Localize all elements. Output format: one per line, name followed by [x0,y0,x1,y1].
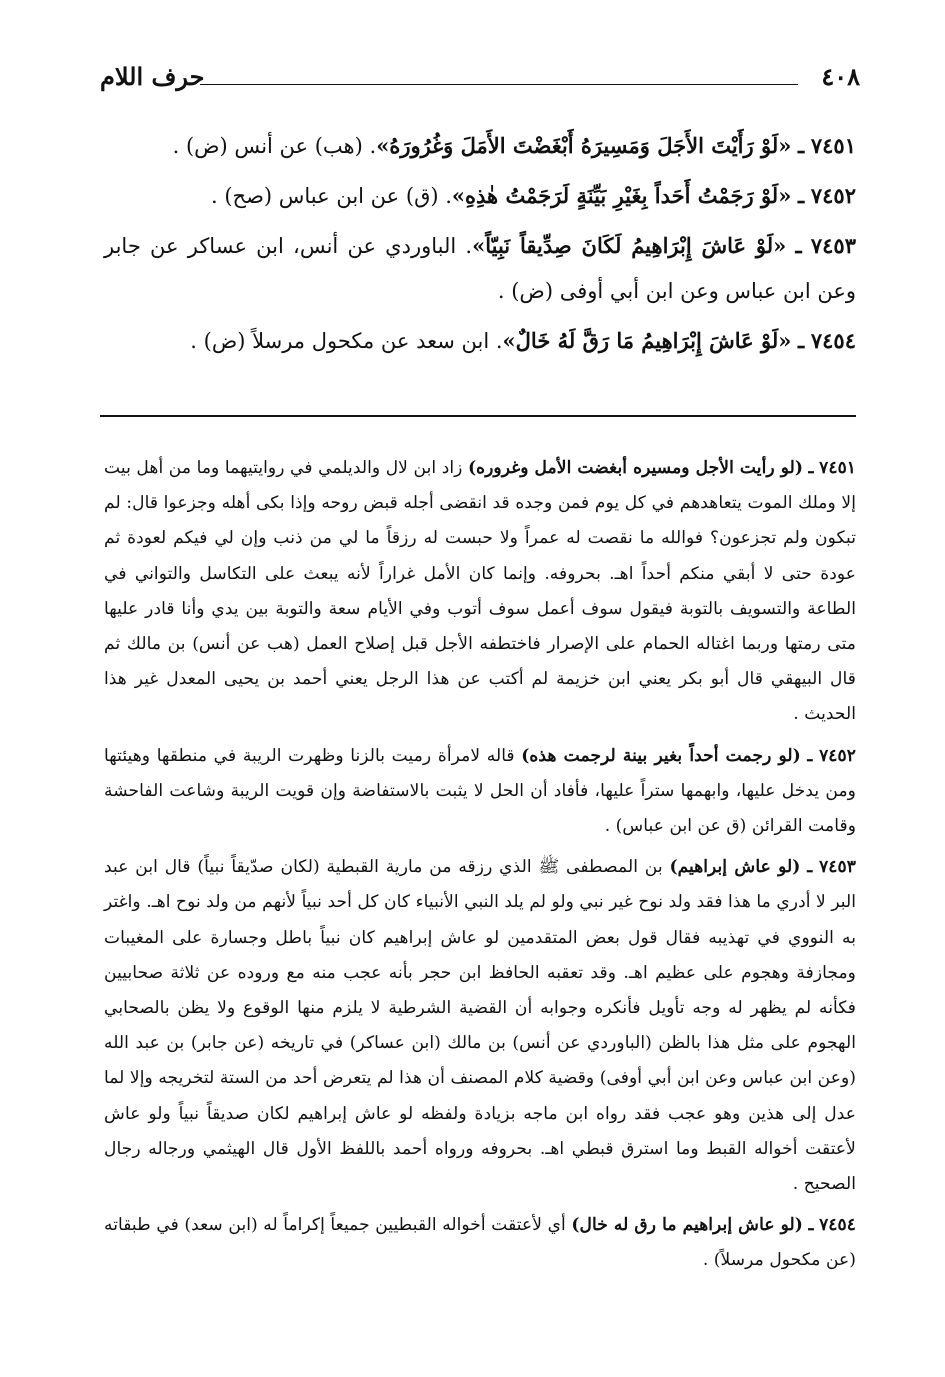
commentary-dash: ـ [808,458,814,478]
hadith-text: «لَوْ رَجَمْتُ أَحَداً بِغَيْرِ بَيِّنَةٍ لَرَجَمْتُ هٰذِهِ» [451,183,792,208]
hadith-entry [104,173,856,219]
commentary-number: ٧٤٥١ [819,458,857,478]
commentary-entry [104,850,856,1202]
commentary-lemma: (لو عاش إبراهيم) [669,857,801,878]
commentary-number: ٧٤٥٢ [819,745,857,766]
footnote-separator [100,415,856,417]
commentary-text: بن المصطفى ﷺ الذي رزقه من مارية القبطية (لكان صدّيقاً نبياً) قال ابن عبد البر لا أدري ما هذا فقد ولد نوح غير نبي ولو لم يلد النبي الأنبياء كان كل أحد نبياً لأنهم من ولد نوح اهـ. واغتر به النووي في تهذيبه فقال قول بعض المتقدمين لو عاش إبراهيم كان نبياً باطل وجسارة على المغيبات ومجازفة وهجوم على عظيم اهـ. وقد تعقبه الحافظ ابن حجر بأنه عجب منه مع وروده عن ثلاثة صحابيين فكأنه لم يظهر له وجه تأويل فأنكره وجوابه أن القضية الشرطية لا يلزم منها الوقوع ولا يظن بالصحابي الهجوم على مثل هذا بالظن (الباوردي عن أنس) بن مالك (ابن عساكر) في تاريخه (عن جابر) بن عبد الله (وعن ابن عباس وعن ابن أبي أوفى) وقضية كلام المصنف أن هذا لم يتعرض أحد من الستة لتخريجه وإلا لما عدل إلى هذين وهو عجب فقد رواه ابن ماجه بزيادة ولفظه لو عاش إبراهيم لكان صديقاً نبياً ولو عاش لأعتقت أخواله القبط وما استرق قبطي اهـ. بحروفه ورواه أحمد باللفظ الأول قال الهيثمي ورجاله رجال الصحيح . [104,857,856,1195]
commentary-dash: ـ [808,1215,814,1236]
hadith-dash: ـ [795,233,802,258]
commentary-lemma: (لو رجمت أحداً بغير بينة لرجمت هذه) [521,745,801,766]
hadith-entry [104,123,856,169]
hadith-text: «لَوْ عَاشَ إِبْرَاهِيمُ مَا رَقَّ لَهُ خَالٌ» [502,328,792,353]
commentary-entry [104,1208,856,1278]
hadith-entry [104,223,856,314]
commentary-lemma: (لو عاش إبراهيم ما رق له خال) [571,1215,803,1236]
hadith-dash: ـ [798,133,805,158]
commentary-section [104,451,856,1285]
hadith-source: . (هب) عن أنس (ض) . [172,134,377,158]
hadith-text: «لَوْ عَاشَ إِبْرَاهِيمُ لَكَانَ صِدِّيقاً نَبِيّاً» [472,233,787,258]
page-number: ٤٠٨ [821,62,860,91]
hadith-source: . الباوردي عن أنس، ابن عساكر عن جابر وعن ابن عباس وعن ابن أبي أوفى (ض) . [104,234,856,303]
hadith-dash: ـ [798,328,805,353]
commentary-lemma: (لو رأيت الأجل ومسيره أبغضت الأمل وغروره) [467,458,803,478]
commentary-entry [104,451,856,733]
commentary-number: ٧٤٥٤ [819,1215,857,1236]
hadith-list [104,123,856,368]
hadith-dash: ـ [798,183,805,208]
commentary-text: أي لأعتقت أخواله القبطيين جميعاً إكراماً له (ابن سعد) في طبقاته (عن مكحول مرسلاً) . [104,1215,856,1271]
hadith-source: . ابن سعد عن مكحول مرسلاً (ض) . [190,329,503,353]
hadith-number: ٧٤٥٤ [810,328,856,353]
chapter-title: حرف اللام [100,62,205,91]
commentary-number: ٧٤٥٣ [819,857,857,878]
header-rule [200,84,798,85]
commentary-text: زاد ابن لال والديلمي في روايتيهما وما من أهل بيت إلا وملك الموت يتعاهدهم في كل يوم فمن وجده قد انقضى أجله قبض روحه وإذا بكى أهله وجزعوا قال: لم تبكون ولم تجزعون؟ فوالله ما نقصت له عمراً ولا حبست له رزقاً ما لي من ذنب وإن لي فيكم لعودة ثم عودة حتى لا أبقي منكم أحداً اهـ. بحروفه. وإنما كان الأمل غراراً لأنه يبعث على التكاسل والتواني في الطاعة والتسويف بالتوبة فيقول سوف أعمل سوف أتوب وفي الأيام سعة والتوبة بين يدي وأنا قادر عليها متى رمتها وربما اغتاله الحمام على الإصرار فاختطفه الأجل قبل إصلاح العمل (هب عن أنس) بن مالك ثم قال البيهقي قال أبو بكر يعني ابن خزيمة لم أكتب عن هذا الرجل يعني أحمد بن يحيى المعدل غير هذا الحديث . [104,458,856,725]
running-head [100,62,860,92]
hadith-text: «لَوْ رَأَيْتَ الأَجَلَ وَمَسِيرَهُ أَبْغَضْتَ الأَمَلَ وَغُرُورَهُ» [376,133,792,158]
hadith-source: . (ق) عن ابن عباس (صح) . [210,184,452,208]
commentary-entry [104,739,856,845]
commentary-dash: ـ [807,857,813,878]
hadith-number: ٧٤٥٢ [810,183,856,208]
hadith-entry [104,318,856,364]
commentary-dash: ـ [807,745,813,766]
commentary-text: قاله لامرأة رميت بالزنا وظهرت الريبة في منطقها وهيئتها ومن يدخل عليها، وابهمها ستراً عليها، فأفاد أن الحل لا يثبت بالاستفاضة وإن قويت الريبة وشاعت الفاحشة وقامت القرائن (ق عن ابن عباس) . [104,745,856,837]
hadith-number: ٧٤٥١ [810,133,856,158]
hadith-number: ٧٤٥٣ [810,233,856,258]
